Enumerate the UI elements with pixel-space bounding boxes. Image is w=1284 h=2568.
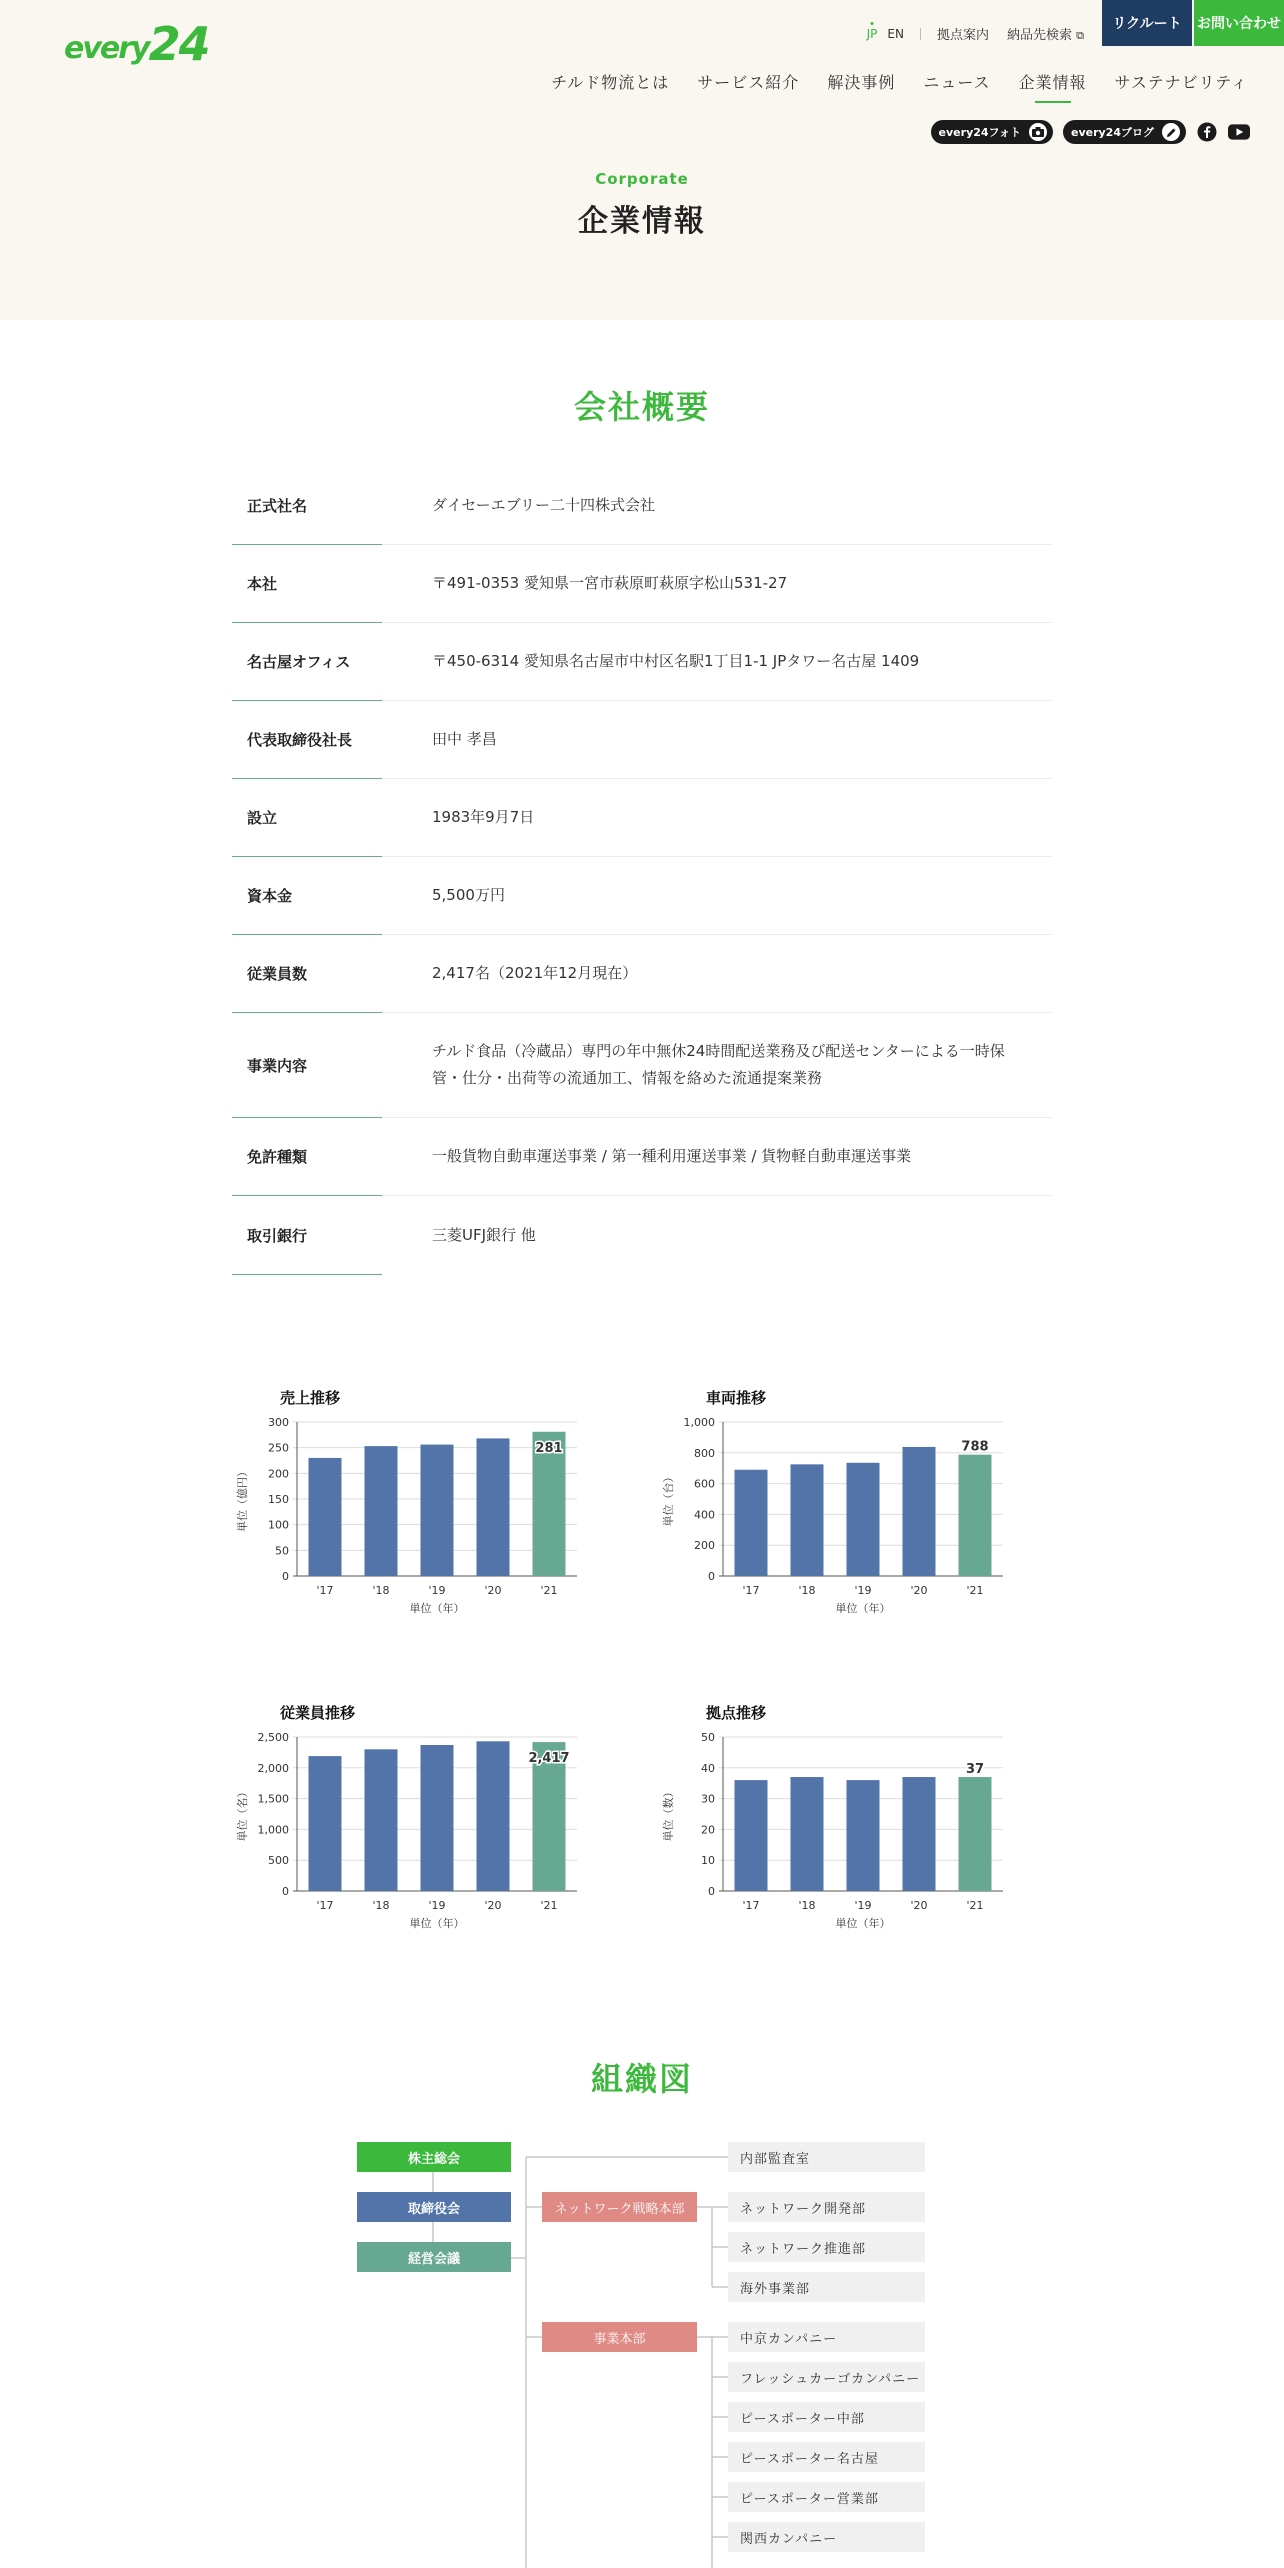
row-value: 5,500万円 bbox=[432, 886, 505, 904]
bar bbox=[791, 1464, 824, 1576]
bar bbox=[309, 1458, 342, 1576]
org-unit: ピースポーター営業部 bbox=[728, 2482, 925, 2512]
company-profile-table bbox=[232, 467, 1052, 1274]
row-label: 事業内容 bbox=[247, 1056, 308, 1075]
recruit-button[interactable]: リクルート bbox=[1102, 0, 1192, 46]
y-tick-label: 10 bbox=[701, 1854, 715, 1868]
vehicles-chart bbox=[658, 1380, 1038, 1640]
photo-link[interactable]: every24フォト bbox=[931, 120, 1053, 144]
y-tick-label: 300 bbox=[268, 1416, 289, 1429]
bar bbox=[847, 1463, 880, 1576]
row-label: 正式社名 bbox=[247, 497, 308, 515]
bar bbox=[903, 1777, 936, 1891]
x-tick-label: '20 bbox=[484, 1584, 502, 1597]
org-internal-audit: 内部監査室 bbox=[728, 2142, 925, 2172]
org-board: 取締役会 bbox=[357, 2192, 511, 2222]
contact-button[interactable]: お問い合わせ bbox=[1194, 0, 1284, 46]
x-tick-label: '18 bbox=[798, 1584, 816, 1597]
table-row bbox=[232, 623, 1052, 701]
org-unit: ネットワーク開発部 bbox=[728, 2192, 925, 2222]
x-axis-label: 単位（年） bbox=[835, 1602, 891, 1615]
bar bbox=[959, 1455, 992, 1576]
row-value: 1983年9月7日 bbox=[432, 808, 535, 826]
y-tick-label: 1,000 bbox=[683, 1416, 715, 1429]
y-tick-label: 400 bbox=[694, 1508, 715, 1522]
x-tick-label: '19 bbox=[854, 1899, 872, 1912]
x-tick-label: '20 bbox=[484, 1899, 502, 1912]
y-tick-label: 500 bbox=[268, 1854, 289, 1868]
bar bbox=[365, 1446, 398, 1576]
y-tick-label: 40 bbox=[701, 1761, 715, 1775]
blog-link[interactable]: every24ブログ bbox=[1063, 120, 1186, 144]
org-title: 組織図 bbox=[590, 2060, 693, 2098]
row-value: チルド食品（冷蔵品）専門の年中無休24時間配送業務及び配送センターによる一時保管・仕分・出荷等の流通加工、情報を絡めた流通提案業務 bbox=[432, 1042, 1005, 1087]
nav-chilled-logistics[interactable]: チルド物流とは bbox=[551, 73, 670, 92]
org-business-hq: 事業本部 bbox=[542, 2322, 697, 2352]
org-unit: 中京カンパニー bbox=[728, 2322, 925, 2352]
row-label: 従業員数 bbox=[247, 965, 308, 983]
x-tick-label: '20 bbox=[910, 1584, 928, 1597]
row-value: 一般貨物自動車運送事業 / 第一種利用運送事業 / 貨物軽自動車運送事業 bbox=[432, 1147, 912, 1165]
chart-svg bbox=[232, 1380, 612, 1640]
utility-bar bbox=[867, 24, 1084, 43]
y-tick-label: 0 bbox=[282, 1885, 289, 1898]
y-tick-label: 800 bbox=[694, 1446, 715, 1460]
y-tick-label: 20 bbox=[701, 1823, 715, 1837]
row-value: ダイセーエブリー二十四株式会社 bbox=[432, 496, 656, 514]
locations-chart bbox=[658, 1695, 1038, 1955]
social-links bbox=[931, 120, 1250, 144]
bar bbox=[791, 1777, 824, 1891]
bar bbox=[477, 1438, 510, 1576]
page-title: 企業情報 bbox=[578, 204, 706, 239]
x-tick-label: '18 bbox=[372, 1899, 390, 1912]
table-row bbox=[232, 1196, 1052, 1274]
x-tick-label: '21 bbox=[966, 1899, 984, 1912]
y-tick-label: 2,500 bbox=[257, 1731, 289, 1744]
language-switch bbox=[867, 27, 904, 41]
employees-chart bbox=[232, 1695, 612, 1955]
x-tick-label: '18 bbox=[798, 1899, 816, 1912]
y-tick-label: 0 bbox=[708, 1885, 715, 1898]
row-value: 〒450-6314 愛知県名古屋市中村区名駅1丁目1-1 JPタワー名古屋 1409 bbox=[432, 652, 920, 670]
facebook-icon[interactable] bbox=[1196, 121, 1218, 143]
org-unit: ピースポーター名古屋 bbox=[728, 2442, 925, 2472]
nav-services[interactable]: サービス紹介 bbox=[697, 73, 800, 92]
page-subtitle: Corporate bbox=[595, 170, 689, 188]
x-tick-label: '17 bbox=[316, 1899, 334, 1912]
table-row bbox=[232, 935, 1052, 1013]
y-tick-label: 30 bbox=[701, 1792, 715, 1806]
table-row bbox=[232, 701, 1052, 779]
org-unit: ピースポーター中部 bbox=[728, 2402, 925, 2432]
sales-chart bbox=[232, 1380, 612, 1640]
row-label: 免許種類 bbox=[247, 1148, 308, 1166]
x-tick-label: '19 bbox=[854, 1584, 872, 1597]
table-row bbox=[232, 467, 1052, 545]
bar bbox=[735, 1780, 768, 1891]
y-tick-label: 100 bbox=[268, 1518, 289, 1532]
profile-title: 会社概要 bbox=[573, 388, 710, 426]
y-tick-label: 200 bbox=[268, 1467, 289, 1481]
x-tick-label: '19 bbox=[428, 1584, 446, 1597]
bar bbox=[421, 1745, 454, 1891]
lang-jp[interactable]: JP bbox=[866, 26, 878, 41]
pencil-icon bbox=[1160, 121, 1182, 143]
y-tick-label: 1,000 bbox=[257, 1823, 289, 1837]
bar bbox=[847, 1780, 880, 1891]
nav-sustainability[interactable]: サステナビリティ bbox=[1114, 73, 1248, 92]
every24-logo[interactable]: every 24 bbox=[64, 17, 209, 71]
table-row bbox=[232, 1118, 1052, 1196]
data-label: 788 bbox=[961, 1439, 989, 1455]
main-nav bbox=[551, 70, 1248, 103]
y-tick-label: 600 bbox=[694, 1477, 715, 1491]
y-axis-label: 単位（台） bbox=[662, 1471, 675, 1527]
org-shareholders: 株主総会 bbox=[357, 2142, 511, 2172]
row-label: 代表取締役社長 bbox=[247, 731, 353, 749]
chart-svg bbox=[232, 1695, 612, 1955]
data-label: 37 bbox=[965, 1762, 985, 1778]
chart-title: 拠点推移 bbox=[706, 1704, 767, 1722]
x-tick-label: '18 bbox=[372, 1584, 390, 1597]
x-tick-label: '20 bbox=[910, 1899, 928, 1912]
chart-svg bbox=[658, 1695, 1038, 1955]
bar bbox=[421, 1445, 454, 1576]
y-tick-label: 150 bbox=[268, 1493, 289, 1506]
y-axis-label: 単位（億円） bbox=[236, 1466, 249, 1532]
x-tick-label: '17 bbox=[316, 1584, 334, 1597]
table-row bbox=[232, 1013, 1052, 1118]
y-tick-label: 1,500 bbox=[257, 1792, 289, 1806]
y-tick-label: 0 bbox=[708, 1570, 715, 1583]
row-label: 資本金 bbox=[247, 887, 293, 905]
nav-case-studies[interactable]: 解決事例 bbox=[827, 73, 896, 92]
y-tick-label: 250 bbox=[268, 1441, 289, 1455]
x-axis-label: 単位（年） bbox=[409, 1602, 465, 1615]
row-label: 設立 bbox=[247, 809, 278, 827]
table-row bbox=[232, 545, 1052, 623]
chart-title: 従業員推移 bbox=[280, 1704, 356, 1722]
chart-title: 売上推移 bbox=[280, 1389, 341, 1407]
bar bbox=[903, 1447, 936, 1576]
x-tick-label: '17 bbox=[742, 1584, 760, 1597]
org-unit: 関西カンパニー bbox=[728, 2522, 925, 2552]
hero-header bbox=[0, 0, 1284, 320]
row-value: 〒491-0353 愛知県一宮市萩原町萩原字松山531-27 bbox=[432, 574, 788, 592]
row-value: 田中 孝昌 bbox=[432, 730, 497, 748]
x-tick-label: '21 bbox=[540, 1899, 558, 1912]
y-tick-label: 2,000 bbox=[257, 1761, 289, 1775]
x-axis-label: 単位（年） bbox=[835, 1917, 891, 1930]
y-axis-label: 単位（名） bbox=[236, 1786, 249, 1842]
locations-link[interactable]: 拠点案内 bbox=[936, 28, 989, 43]
y-tick-label: 0 bbox=[282, 1570, 289, 1583]
bar bbox=[959, 1777, 992, 1891]
data-label: 2,417 bbox=[528, 1751, 570, 1767]
bar bbox=[735, 1470, 768, 1576]
external-link-icon: ⧉ bbox=[1076, 29, 1084, 42]
youtube-icon[interactable] bbox=[1228, 121, 1250, 143]
bar bbox=[477, 1741, 510, 1891]
x-tick-label: '19 bbox=[428, 1899, 446, 1912]
divider bbox=[920, 28, 921, 40]
delivery-search-link[interactable]: 納品先検索 ⧉ bbox=[1006, 28, 1084, 43]
bar bbox=[365, 1749, 398, 1891]
y-axis-label: 単位（数） bbox=[662, 1786, 675, 1842]
y-tick-label: 200 bbox=[694, 1539, 715, 1553]
table-row bbox=[232, 857, 1052, 935]
camera-icon bbox=[1027, 121, 1049, 143]
org-unit: 海外事業部 bbox=[728, 2272, 925, 2302]
y-tick-label: 50 bbox=[275, 1544, 289, 1558]
x-tick-label: '21 bbox=[966, 1584, 984, 1597]
chart-svg bbox=[658, 1380, 1038, 1640]
chart-title: 車両推移 bbox=[706, 1389, 767, 1407]
data-label: 281 bbox=[535, 1440, 563, 1456]
lang-en[interactable]: EN bbox=[887, 26, 904, 41]
org-unit: ネットワーク推進部 bbox=[728, 2232, 925, 2262]
y-tick-label: 50 bbox=[701, 1731, 715, 1744]
org-management-meeting: 経営会議 bbox=[357, 2242, 511, 2272]
x-tick-label: '17 bbox=[742, 1899, 760, 1912]
row-value: 2,417名（2021年12月現在） bbox=[432, 964, 638, 982]
table-row bbox=[232, 779, 1052, 857]
row-value: 三菱UFJ銀行 他 bbox=[432, 1225, 536, 1244]
bar bbox=[309, 1756, 342, 1891]
row-label: 本社 bbox=[247, 575, 278, 593]
nav-news[interactable]: ニュース bbox=[923, 73, 991, 92]
x-axis-label: 単位（年） bbox=[409, 1917, 465, 1930]
org-network-strategy: ネットワーク戦略本部 bbox=[542, 2192, 697, 2222]
row-label: 取引銀行 bbox=[247, 1226, 308, 1245]
org-unit: フレッシュカーゴカンパニー bbox=[728, 2362, 925, 2392]
x-tick-label: '21 bbox=[540, 1584, 558, 1597]
nav-corporate[interactable]: 企業情報 bbox=[1019, 70, 1087, 103]
row-label: 名古屋オフィス bbox=[247, 653, 351, 671]
